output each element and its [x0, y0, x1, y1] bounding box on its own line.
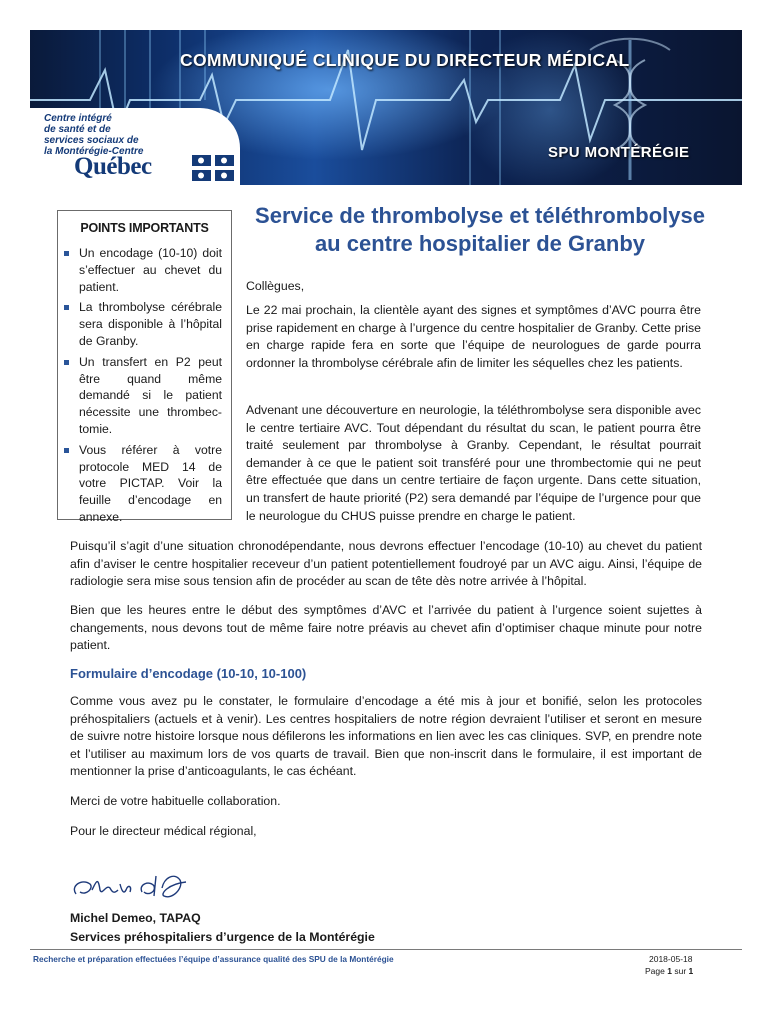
bullet-icon [64, 448, 69, 453]
bullet-icon [64, 251, 69, 256]
footer-credit: Recherche et préparation effectuées l’équipe d’assurance qualité des SPU de la Montérégie [33, 954, 394, 964]
paragraph-intro: Le 22 mai prochain, la clientèle ayant des signes et symptômes d’AVC pourra être prise rapidement en charge à l’urgence du centre hospitalier de Granby. Cette prise en charge rapide fera en sorte que l’équipe de neurologues de garde pourra ordonner la thrombolyse cérébrale afin de limiter les séquelles chez les patients. [246, 303, 701, 370]
banner-title: COMMUNIQUÉ CLINIQUE DU DIRECTEUR MÉDICAL [180, 50, 630, 70]
cisss-logo-text [44, 113, 164, 157]
banner-region: SPU MONTÉRÉGIE [548, 144, 690, 161]
thanks-line: Merci de votre habituelle collaboration. [70, 794, 281, 808]
paragraph-form: Comme vous avez pu le constater, le formulaire d’encodage a été mis à jour et bonifié, selon les protocoles préhospitaliers (actuels et à venir). Les centres hospitaliers de notre région devraient l’utiliser et seront en mesure de suivre notre histoire lorsque nous défilerons les informations en lien avec les cas cliniques. SVP, en prendre note et l’utiliser au maximum lors de vos quarts de travail. Bien que non-inscrit dans le formulaire, il est important de mentionner la prise d’anticoagulants, le cas échéant. [70, 694, 702, 779]
logo-line: la Montérégie-Centre [44, 146, 144, 157]
quebec-logo-wordmark: Québec [74, 153, 152, 180]
logo-line: Centre intégré [44, 113, 112, 124]
signer-organization: Services préhospitaliers d’urgence de la Montérégie [70, 930, 375, 944]
quebec-flag-icon [192, 155, 234, 181]
paragraph-neurology: Advenant une découverture en neurologie, la téléthrombolyse sera disponible avec le centre tertiaire AVC. Tout dépendant du résultat du scan, le patient pourra être traité seulement par thrombolyse à Granby. Cependant, le résultat pourrait demander à ce que le patient soit transféré pour une thrombectomie qui ne peut être effectuée que dans un centre tertiaire de façon urgente. Dans cette situation, un transfert de haute priorité (P2) sera demandé par l’équipe de l’urgence pour que le neurologue du CHUS puisse prendre en charge le patient. [246, 403, 701, 523]
section-heading: Formulaire d’encodage (10-10, 10-100) [70, 666, 307, 681]
bullet-icon [64, 305, 69, 310]
signer-name: Michel Demeo, TAPAQ [70, 911, 201, 925]
list-item: La thrombolyse cérébrale sera disponible à l’hôpital de Granby. [64, 299, 222, 349]
list-item: Un encodage (10-10) doit s’effectuer au chevet du patient. [64, 245, 222, 295]
key-points-title: POINTS IMPORTANTS [80, 221, 209, 235]
handwritten-signature [68, 866, 198, 906]
list-item: Vous référer à votre protocole MED 14 de votre PICTAP. Voir la feuille d’encodage en annexe. [64, 442, 222, 526]
footer-divider [30, 949, 742, 950]
page-number: Page 1 sur 1 [645, 966, 694, 976]
logo-line: services sociaux de [44, 135, 139, 146]
closing-line: Pour le directeur médical régional, [70, 824, 257, 838]
footer-date: 2018-05-18 [649, 954, 693, 964]
key-points-list [58, 245, 231, 526]
article-title: Service de thrombolyse et téléthrombolyse au centre hospitalier de Granby [255, 203, 705, 256]
salutation: Collègues, [246, 279, 305, 293]
logo-line: de santé et de [44, 124, 111, 135]
bullet-icon [64, 360, 69, 365]
paragraph-symptoms: Bien que les heures entre le début des symptômes d’AVC et l’arrivée du patient à l’urgence soient sujettes à changements, nous devons tout de même faire notre préavis au chevet afin d’optimiser chaque minute pour notre patient. [70, 603, 702, 653]
paragraph-chronodependent: Puisqu’il s’agit d’une situation chronodépendante, nous devrons effectuer l’encodage (10-10) au chevet du patient afin d’aviser le centre hospitalier receveur d’un patient potentiellement foudroyé par un AVC aigu. Ainsi, l’équipe de radiologie sera mise sous tension afin de procéder au scan de tête dès notre arrivée à l’hôpital. [70, 539, 702, 589]
key-points-box [57, 210, 232, 524]
list-item: Un transfert en P2 peut être quand même demandé si le patient nécessite une thrombec-tomie. [64, 354, 222, 438]
